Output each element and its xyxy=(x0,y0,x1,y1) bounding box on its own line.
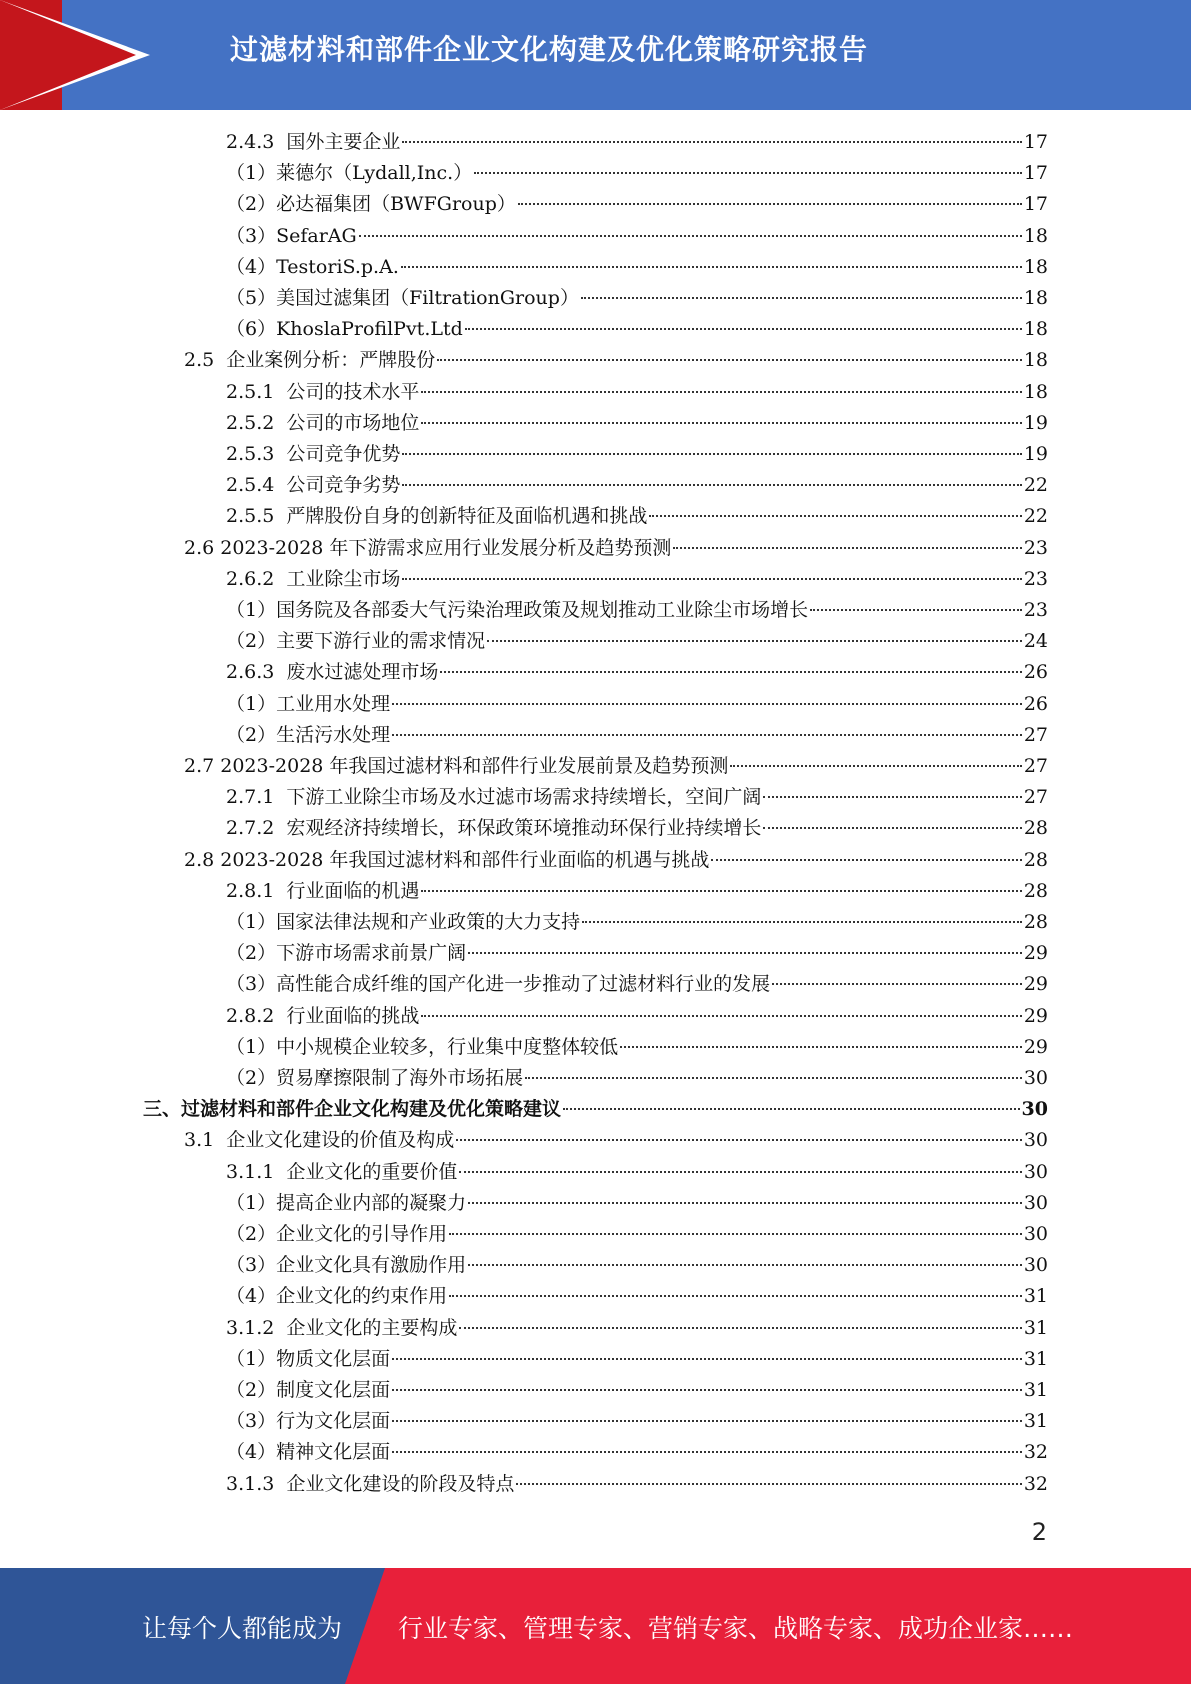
toc-entry-page: 30 xyxy=(1023,1067,1048,1089)
toc-dot-leader xyxy=(810,609,1022,611)
toc-entry-page: 22 xyxy=(1023,474,1048,496)
toc-entry[interactable] xyxy=(226,283,1048,314)
toc-entry-label: （2）必达福集团（BWFGroup） xyxy=(226,193,516,215)
toc-entry-label: （1）莱德尔（Lydall,Inc.） xyxy=(226,162,473,184)
toc-dot-leader xyxy=(392,1420,1022,1422)
toc-dot-leader xyxy=(402,141,1021,143)
toc-entry-page: 28 xyxy=(1023,849,1048,871)
toc-entry-label: （1）国务院及各部委大气污染治理政策及规划推动工业除尘市场增长 xyxy=(226,599,809,621)
toc-entry[interactable] xyxy=(226,439,1048,470)
toc-dot-leader xyxy=(401,266,1022,268)
toc-entry-page: 32 xyxy=(1023,1473,1048,1495)
toc-entry-page: 29 xyxy=(1023,973,1048,995)
toc-entry-page: 17 xyxy=(1023,162,1048,184)
toc-dot-leader xyxy=(456,1139,1022,1141)
toc-entry-page: 27 xyxy=(1023,755,1048,777)
toc-entry-label: （3）SefarAG xyxy=(226,225,357,247)
toc-dot-leader xyxy=(449,1295,1022,1297)
report-title: 过滤材料和部件企业文化构建及优化策略研究报告 xyxy=(230,33,869,66)
toc-entry-label: （1）物质文化层面 xyxy=(226,1348,391,1370)
toc-entry-label: 三、过滤材料和部件企业文化构建及优化策略建议 xyxy=(143,1098,562,1120)
toc-entry-page: 18 xyxy=(1023,349,1048,371)
toc-entry-label: 2.8.1 行业面临的机遇 xyxy=(226,880,420,902)
toc-entry-label: （2）贸易摩擦限制了海外市场拓展 xyxy=(226,1067,524,1089)
toc-entry-label: 2.6 2023-2028 年下游需求应用行业发展分析及趋势预测 xyxy=(184,537,672,559)
toc-entry[interactable] xyxy=(226,377,1048,408)
toc-dot-leader xyxy=(582,921,1022,923)
toc-entry-label: 2.5.1 公司的技术水平 xyxy=(226,381,420,403)
toc-entry-label: 2.6.2 工业除尘市场 xyxy=(226,568,401,590)
toc-entry-page: 30 xyxy=(1023,1161,1048,1183)
toc-entry[interactable] xyxy=(226,969,1048,1000)
toc-entry[interactable] xyxy=(226,720,1048,751)
toc-entry[interactable] xyxy=(226,1313,1048,1344)
toc-dot-leader xyxy=(581,297,1022,299)
toc-entry-page: 26 xyxy=(1023,693,1048,715)
page-footer xyxy=(0,1568,1191,1684)
toc-entry-page: 24 xyxy=(1023,630,1048,652)
toc-entry-label: （1）中小规模企业较多，行业集中度整体较低 xyxy=(226,1036,619,1058)
toc-entry[interactable] xyxy=(226,470,1048,501)
toc-entry-label: （6）KhoslaProfilPvt.Ltd xyxy=(226,318,463,340)
toc-entry-page: 30 xyxy=(1023,1192,1048,1214)
toc-entry-page: 26 xyxy=(1023,661,1048,683)
toc-entry-label: 2.6.3 废水过滤处理市场 xyxy=(226,661,439,683)
toc-entry-label: 2.5 企业案例分析：严牌股份 xyxy=(184,349,436,371)
toc-entry[interactable] xyxy=(226,1219,1048,1250)
toc-entry[interactable] xyxy=(226,408,1048,439)
toc-dot-leader xyxy=(402,484,1021,486)
toc-entry-label: 3.1.2 企业文化的主要构成 xyxy=(226,1317,458,1339)
toc-dot-leader xyxy=(730,765,1021,767)
toc-entry[interactable] xyxy=(226,1344,1048,1375)
toc-entry-label: （2）下游市场需求前景广阔 xyxy=(226,942,467,964)
toc-entry-page: 28 xyxy=(1023,880,1048,902)
toc-dot-leader xyxy=(459,1171,1021,1173)
toc-entry-page: 18 xyxy=(1023,287,1048,309)
toc-entry[interactable] xyxy=(226,813,1048,844)
toc-dot-leader xyxy=(392,734,1022,736)
header-red-arrow xyxy=(0,0,136,110)
toc-entry[interactable] xyxy=(226,907,1048,938)
toc-dot-leader xyxy=(516,1483,1021,1485)
toc-entry-page: 18 xyxy=(1023,381,1048,403)
toc-entry[interactable] xyxy=(184,345,1048,376)
toc-entry-page: 29 xyxy=(1023,1036,1048,1058)
toc-entry-page: 17 xyxy=(1023,131,1048,153)
toc-dot-leader xyxy=(465,328,1022,330)
toc-entry-page: 30 xyxy=(1023,1129,1048,1151)
footer-slogan-left: 让每个人都能成为 xyxy=(142,1614,343,1643)
toc-entry[interactable] xyxy=(226,1437,1048,1468)
toc-entry-page: 22 xyxy=(1023,505,1048,527)
toc-entry[interactable] xyxy=(226,1188,1048,1219)
toc-entry-page: 23 xyxy=(1023,537,1048,559)
toc-entry[interactable] xyxy=(226,1469,1048,1500)
toc-entry-label: （3）行为文化层面 xyxy=(226,1410,391,1432)
toc-entry[interactable] xyxy=(226,221,1048,252)
toc-dot-leader xyxy=(421,391,1021,393)
footer-blue-wedge xyxy=(345,1568,385,1684)
toc-dot-leader xyxy=(421,422,1021,424)
toc-dot-leader xyxy=(620,1046,1022,1048)
toc-entry-page: 30 xyxy=(1023,1254,1048,1276)
toc-entry-label: （4）TestoriS.p.A. xyxy=(226,256,399,278)
toc-entry[interactable] xyxy=(226,127,1048,158)
toc-entry[interactable] xyxy=(226,1375,1048,1406)
toc-entry[interactable] xyxy=(226,626,1048,657)
toc-entry-page: 28 xyxy=(1023,911,1048,933)
toc-entry[interactable] xyxy=(226,1001,1048,1032)
toc-entry-page: 30 xyxy=(1021,1098,1048,1120)
toc-entry-page: 18 xyxy=(1023,225,1048,247)
toc-entry[interactable] xyxy=(226,1063,1048,1094)
toc-dot-leader xyxy=(474,172,1022,174)
toc-entry-page: 29 xyxy=(1023,942,1048,964)
toc-entry[interactable] xyxy=(226,252,1048,283)
toc-entry-page: 19 xyxy=(1023,412,1048,434)
toc-dot-leader xyxy=(763,796,1021,798)
toc-dot-leader xyxy=(563,1108,1020,1110)
toc-dot-leader xyxy=(518,203,1022,205)
toc-entry-page: 31 xyxy=(1023,1285,1048,1307)
toc-entry-page: 23 xyxy=(1023,568,1048,590)
toc-entry[interactable] xyxy=(226,1250,1048,1281)
toc-entry-label: 2.7 2023-2028 年我国过滤材料和部件行业发展前景及趋势预测 xyxy=(184,755,729,777)
toc-entry[interactable] xyxy=(226,1032,1048,1063)
toc-dot-leader xyxy=(440,671,1021,673)
toc-entry[interactable] xyxy=(226,595,1048,626)
toc-entry[interactable] xyxy=(226,657,1048,688)
toc-entry-page: 31 xyxy=(1023,1348,1048,1370)
toc-entry[interactable] xyxy=(226,314,1048,345)
toc-dot-leader xyxy=(392,1451,1022,1453)
toc-dot-leader xyxy=(392,1358,1022,1360)
toc-dot-leader xyxy=(772,983,1022,985)
toc-entry[interactable] xyxy=(184,1125,1048,1156)
toc-dot-leader xyxy=(459,1327,1021,1329)
toc-dot-leader xyxy=(711,859,1021,861)
toc-entry-label: （2）企业文化的引导作用 xyxy=(226,1223,448,1245)
toc-entry[interactable] xyxy=(226,501,1048,532)
toc-entry-label: （2）生活污水处理 xyxy=(226,724,391,746)
toc-entry-page: 17 xyxy=(1023,193,1048,215)
toc-entry-page: 19 xyxy=(1023,443,1048,465)
toc-entry-label: 2.5.3 公司竞争优势 xyxy=(226,443,401,465)
toc-entry-page: 30 xyxy=(1023,1223,1048,1245)
toc-entry[interactable] xyxy=(226,1157,1048,1188)
toc-entry[interactable] xyxy=(226,1406,1048,1437)
toc-entry[interactable] xyxy=(184,533,1048,564)
toc-entry-label: （2）主要下游行业的需求情况 xyxy=(226,630,486,652)
toc-entry[interactable] xyxy=(226,689,1048,720)
toc-entry-page: 27 xyxy=(1023,786,1048,808)
toc-dot-leader xyxy=(437,359,1022,361)
toc-dot-leader xyxy=(392,1389,1022,1391)
toc-dot-leader xyxy=(449,1233,1022,1235)
toc-entry[interactable] xyxy=(226,1281,1048,1312)
toc-entry[interactable] xyxy=(226,782,1048,813)
toc-dot-leader xyxy=(421,1015,1021,1017)
toc-entry-page: 32 xyxy=(1023,1441,1048,1463)
toc-entry-label: （4）精神文化层面 xyxy=(226,1441,391,1463)
toc-dot-leader xyxy=(487,640,1022,642)
toc-entry-label: 3.1.3 企业文化建设的阶段及特点 xyxy=(226,1473,515,1495)
toc-entry-label: 3.1 企业文化建设的价值及构成 xyxy=(184,1129,455,1151)
page-header xyxy=(0,0,1191,110)
toc-entry-page: 29 xyxy=(1023,1005,1048,1027)
toc-dot-leader xyxy=(359,235,1022,237)
toc-entry-label: （1）工业用水处理 xyxy=(226,693,391,715)
toc-dot-leader xyxy=(763,827,1021,829)
toc-dot-leader xyxy=(649,515,1021,517)
toc-entry-label: 2.5.5 严牌股份自身的创新特征及面临机遇和挑战 xyxy=(226,505,648,527)
toc-entry-page: 27 xyxy=(1023,724,1048,746)
toc-entry[interactable] xyxy=(226,158,1048,189)
toc-dot-leader xyxy=(468,1202,1022,1204)
toc-dot-leader xyxy=(402,578,1021,580)
toc-entry-page: 23 xyxy=(1023,599,1048,621)
toc-dot-leader xyxy=(421,890,1021,892)
toc-entry[interactable] xyxy=(184,751,1048,782)
toc-entry[interactable] xyxy=(226,189,1048,220)
toc-dot-leader xyxy=(468,952,1022,954)
toc-entry-page: 28 xyxy=(1023,817,1048,839)
toc-entry[interactable] xyxy=(226,564,1048,595)
toc-dot-leader xyxy=(468,1264,1022,1266)
toc-entry-label: 2.8.2 行业面临的挑战 xyxy=(226,1005,420,1027)
toc-entry-label: （3）企业文化具有激励作用 xyxy=(226,1254,467,1276)
toc-entry-label: 2.4.3 国外主要企业 xyxy=(226,131,401,153)
toc-entry-page: 31 xyxy=(1023,1410,1048,1432)
toc-entry-page: 31 xyxy=(1023,1317,1048,1339)
toc-entry-label: 2.5.4 公司竞争劣势 xyxy=(226,474,401,496)
toc-entry-label: （4）企业文化的约束作用 xyxy=(226,1285,448,1307)
toc-entry-label: 3.1.1 企业文化的重要价值 xyxy=(226,1161,458,1183)
toc-dot-leader xyxy=(525,1077,1022,1079)
toc-entry-page: 18 xyxy=(1023,318,1048,340)
toc-entry-label: （1）提高企业内部的凝聚力 xyxy=(226,1192,467,1214)
toc-entry-label: （5）美国过滤集团（FiltrationGroup） xyxy=(226,287,579,309)
toc-entry-page: 31 xyxy=(1023,1379,1048,1401)
toc-dot-leader xyxy=(402,453,1021,455)
toc-dot-leader xyxy=(392,703,1022,705)
toc-entry[interactable] xyxy=(226,876,1048,907)
toc-entry-label: （1）国家法律法规和产业政策的大力支持 xyxy=(226,911,581,933)
toc-entry[interactable] xyxy=(226,938,1048,969)
toc-entry[interactable] xyxy=(143,1094,1048,1125)
toc-entry-label: （3）高性能合成纤维的国产化进一步推动了过滤材料行业的发展 xyxy=(226,973,771,995)
footer-slogan-right: 行业专家、管理专家、营销专家、战略专家、成功企业家…… xyxy=(398,1614,1074,1643)
toc-entry[interactable] xyxy=(184,845,1048,876)
toc-entry-label: （2）制度文化层面 xyxy=(226,1379,391,1401)
toc-entry-label: 2.7.2 宏观经济持续增长，环保政策环境推动环保行业持续增长 xyxy=(226,817,762,839)
toc-dot-leader xyxy=(673,547,1021,549)
toc-entry-label: 2.7.1 下游工业除尘市场及水过滤市场需求持续增长，空间广阔 xyxy=(226,786,762,808)
toc-entry-label: 2.5.2 公司的市场地位 xyxy=(226,412,420,434)
toc-entry-label: 2.8 2023-2028 年我国过滤材料和部件行业面临的机遇与挑战 xyxy=(184,849,710,871)
toc-entry-page: 18 xyxy=(1023,256,1048,278)
page-number: 2 xyxy=(1031,1518,1047,1546)
